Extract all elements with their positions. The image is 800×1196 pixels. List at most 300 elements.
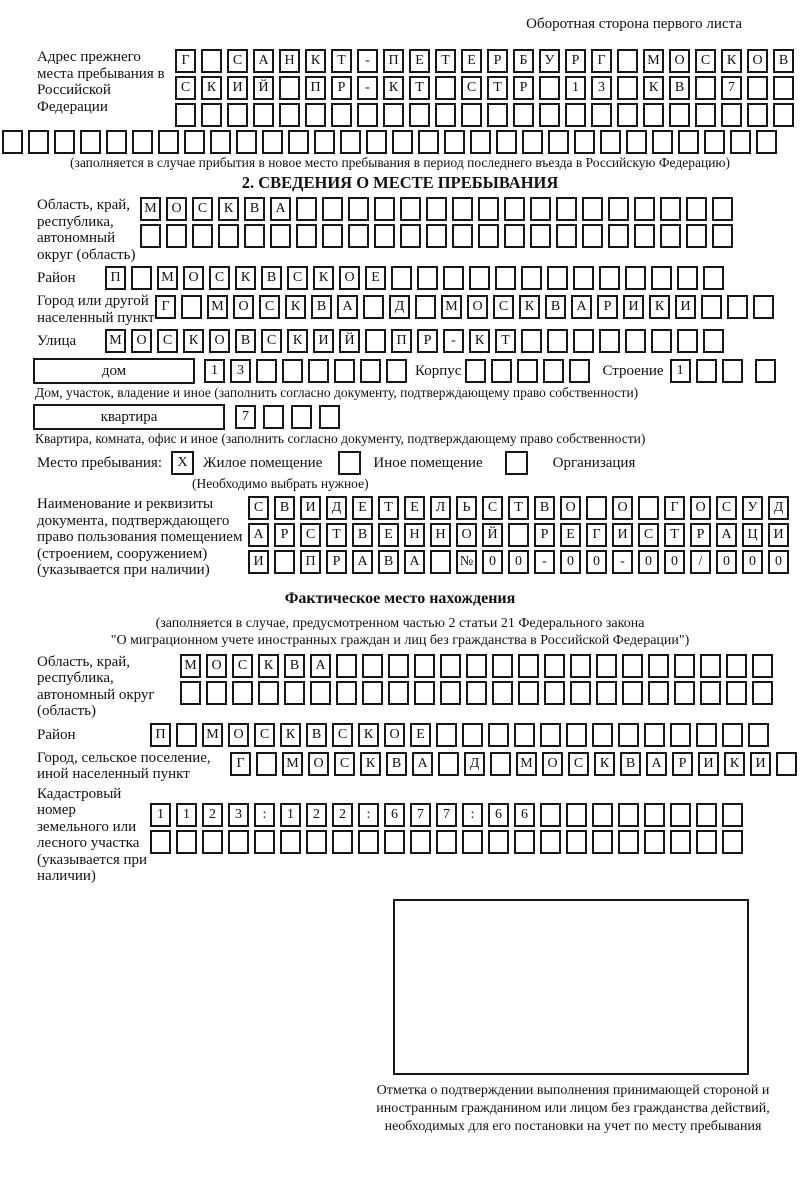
char-cell [504, 197, 525, 221]
char-cell [202, 830, 223, 854]
region-row-1 [140, 197, 733, 221]
char-cell: 0 [508, 550, 529, 574]
char-cell [176, 723, 197, 747]
char-cell: 2 [306, 803, 327, 827]
char-cell: К [305, 49, 326, 73]
char-cell [599, 329, 620, 353]
char-cell: Т [508, 496, 529, 520]
char-cell: Т [331, 49, 352, 73]
char-cell [573, 329, 594, 353]
char-cell [262, 130, 283, 154]
char-cell [492, 681, 513, 705]
char-cell [648, 654, 669, 678]
prev-address-row-3 [175, 103, 794, 127]
actual-location-caption-1: (заполняется в случае, предусмотренном частью 2 статьи 21 Федерального закона [155, 615, 645, 631]
char-cell [444, 130, 465, 154]
char-cell [539, 76, 560, 100]
char-cell: С [209, 266, 230, 290]
char-cell [540, 723, 561, 747]
char-cell: С [482, 496, 503, 520]
char-cell [256, 359, 277, 383]
char-cell: Н [430, 523, 451, 547]
char-cell [296, 224, 317, 248]
char-cell [566, 830, 587, 854]
char-cell: О [467, 295, 488, 319]
char-cell: С [493, 295, 514, 319]
char-cell: 0 [560, 550, 581, 574]
char-cell [651, 329, 672, 353]
char-cell [530, 197, 551, 221]
char-cell [296, 197, 317, 221]
char-cell [592, 723, 613, 747]
char-cell [565, 103, 586, 127]
char-cell: Е [409, 49, 430, 73]
char-cell: О [209, 329, 230, 353]
char-cell [488, 830, 509, 854]
char-cell [435, 103, 456, 127]
char-cell: П [305, 76, 326, 100]
char-cell: С [334, 752, 355, 776]
stay-type-checkbox-other [338, 451, 361, 475]
char-cell [696, 723, 717, 747]
char-cell [426, 224, 447, 248]
char-cell: 1 [150, 803, 171, 827]
char-cell: 0 [664, 550, 685, 574]
char-cell: 1 [280, 803, 301, 827]
char-cell: : [254, 803, 275, 827]
char-cell [625, 329, 646, 353]
char-cell [443, 266, 464, 290]
char-cell [314, 130, 335, 154]
char-cell: Р [597, 295, 618, 319]
char-cell: Т [435, 49, 456, 73]
char-cell [747, 103, 768, 127]
char-cell [608, 224, 629, 248]
char-cell [600, 130, 621, 154]
char-cell: В [545, 295, 566, 319]
char-cell [288, 130, 309, 154]
char-cell: Т [326, 523, 347, 547]
char-cell [462, 723, 483, 747]
char-cell [176, 830, 197, 854]
actual-location-caption-2: "О миграционном учете иностранных граждан и лиц без гражданства в Российской Федерации") [110, 632, 690, 648]
char-cell [54, 130, 75, 154]
char-cell [617, 76, 638, 100]
char-cell: 0 [716, 550, 737, 574]
char-cell: Д [768, 496, 789, 520]
char-cell [166, 224, 187, 248]
char-cell [322, 224, 343, 248]
char-cell: Й [339, 329, 360, 353]
document-block [37, 496, 800, 579]
char-cell [670, 723, 691, 747]
flat-cells [235, 405, 340, 429]
char-cell: В [244, 197, 265, 221]
char-cell: Е [352, 496, 373, 520]
char-cell [599, 266, 620, 290]
char-cell: Ц [742, 523, 763, 547]
char-cell: О [384, 723, 405, 747]
char-cell [388, 681, 409, 705]
char-cell [517, 359, 538, 383]
char-cell: О [166, 197, 187, 221]
char-cell [660, 224, 681, 248]
char-cell [140, 224, 161, 248]
house-box: дом [33, 358, 195, 384]
char-cell [488, 723, 509, 747]
section-2-header: 2. СВЕДЕНИЯ О МЕСТЕ ПРЕБЫВАНИЯ [241, 173, 559, 192]
char-cell [756, 130, 777, 154]
char-cell: Г [591, 49, 612, 73]
actual-region-label: Область, край, республика, автономный округ (область) [37, 653, 155, 719]
char-cell: И [750, 752, 771, 776]
district-label: Район [37, 270, 76, 286]
char-cell: С [248, 496, 269, 520]
char-cell: О [206, 654, 227, 678]
char-cell [357, 103, 378, 127]
char-cell [435, 76, 456, 100]
char-cell: К [313, 266, 334, 290]
char-cell: В [311, 295, 332, 319]
char-cell [582, 224, 603, 248]
char-cell [491, 359, 512, 383]
char-cell [530, 224, 551, 248]
char-cell [227, 103, 248, 127]
char-cell: С [192, 197, 213, 221]
char-cell [591, 103, 612, 127]
char-cell [348, 197, 369, 221]
char-cell [440, 654, 461, 678]
city-label: Город или другой населенный пункт [37, 293, 155, 326]
char-cell: М [105, 329, 126, 353]
char-cell [540, 803, 561, 827]
char-cell [544, 681, 565, 705]
char-cell [414, 654, 435, 678]
char-cell: Ь [456, 496, 477, 520]
char-cell [158, 130, 179, 154]
char-cell [274, 550, 295, 574]
char-cell: Г [586, 523, 607, 547]
char-cell [469, 266, 490, 290]
char-cell: И [675, 295, 696, 319]
char-cell: М [202, 723, 223, 747]
char-cell: - [443, 329, 464, 353]
char-cell: - [534, 550, 555, 574]
document-row-2 [248, 523, 789, 547]
stay-type-option-organization: Организация [552, 455, 636, 471]
char-cell [618, 803, 639, 827]
char-cell: 0 [638, 550, 659, 574]
actual-city-label: Город, сельское поселение, иной населенный пункт [37, 749, 211, 782]
char-cell: О [690, 496, 711, 520]
char-cell [391, 266, 412, 290]
cadastre-block [37, 786, 800, 885]
char-cell: Е [410, 723, 431, 747]
char-cell: И [300, 496, 321, 520]
char-cell: М [516, 752, 537, 776]
char-cell [28, 130, 49, 154]
char-cell: К [201, 76, 222, 100]
flat-caption: Квартира, комната, офис и иное (заполнить согласно документу, подтверждающему право собственности) [35, 431, 646, 446]
char-cell: Р [331, 76, 352, 100]
stay-type-checkbox-organization [505, 451, 528, 475]
char-cell [358, 830, 379, 854]
char-cell: О [131, 329, 152, 353]
flat-line [33, 404, 800, 430]
char-cell: С [287, 266, 308, 290]
char-cell: Д [389, 295, 410, 319]
char-cell: У [742, 496, 763, 520]
char-cell [340, 130, 361, 154]
char-cell: В [534, 496, 555, 520]
char-cell [280, 830, 301, 854]
char-cell [430, 550, 451, 574]
char-cell [618, 830, 639, 854]
char-cell [686, 197, 707, 221]
char-cell: Р [274, 523, 295, 547]
form-back-page [0, 16, 800, 1196]
char-cell [388, 654, 409, 678]
char-cell: И [612, 523, 633, 547]
char-cell: С [695, 49, 716, 73]
char-cell: И [248, 550, 269, 574]
char-cell [282, 359, 303, 383]
char-cell [175, 103, 196, 127]
char-cell [106, 130, 127, 154]
char-cell [518, 654, 539, 678]
char-cell [206, 681, 227, 705]
char-cell: А [716, 523, 737, 547]
char-cell [596, 681, 617, 705]
page-side-note: Оборотная сторона первого листа [526, 16, 742, 32]
char-cell [308, 359, 329, 383]
stay-type-label: Место пребывания: [37, 455, 162, 471]
char-cell [727, 295, 748, 319]
char-cell: М [207, 295, 228, 319]
char-cell: С [716, 496, 737, 520]
char-cell [674, 654, 695, 678]
cadastre-row-1 [150, 803, 743, 827]
char-cell [677, 329, 698, 353]
char-cell [695, 103, 716, 127]
char-cell: С [175, 76, 196, 100]
street-label: Улица [37, 333, 77, 349]
char-cell: Й [482, 523, 503, 547]
char-cell [508, 523, 529, 547]
char-cell [436, 830, 457, 854]
char-cell [644, 723, 665, 747]
char-cell [712, 197, 733, 221]
char-cell: Т [409, 76, 430, 100]
char-cell [400, 197, 421, 221]
char-cell [670, 830, 691, 854]
char-cell [131, 266, 152, 290]
char-cell [322, 197, 343, 221]
stay-type-option-other: Иное помещение [373, 455, 483, 471]
char-cell [334, 359, 355, 383]
district-block [37, 266, 800, 290]
char-cell [701, 295, 722, 319]
char-cell [582, 197, 603, 221]
char-cell [747, 76, 768, 100]
char-cell [634, 197, 655, 221]
char-cell: А [253, 49, 274, 73]
char-cell: В [773, 49, 794, 73]
char-cell: К [643, 76, 664, 100]
char-cell [2, 130, 23, 154]
char-cell: О [308, 752, 329, 776]
char-cell: Р [513, 76, 534, 100]
char-cell [566, 723, 587, 747]
char-cell: Й [253, 76, 274, 100]
char-cell: Д [326, 496, 347, 520]
char-cell: Т [487, 76, 508, 100]
char-cell: Е [404, 496, 425, 520]
char-cell: Е [378, 523, 399, 547]
char-cell: Е [560, 523, 581, 547]
char-cell: П [383, 49, 404, 73]
char-cell [410, 830, 431, 854]
city-row [155, 295, 774, 319]
char-cell [566, 803, 587, 827]
char-cell [132, 130, 153, 154]
char-cell [291, 405, 312, 429]
char-cell: 7 [436, 803, 457, 827]
char-cell [332, 830, 353, 854]
prev-address-caption: (заполняется в случае прибытия в новое место пребывания в период последнего въезда в Российскую Федерацию) [69, 155, 731, 170]
char-cell [270, 224, 291, 248]
char-cell: А [352, 550, 373, 574]
char-cell: М [180, 654, 201, 678]
char-cell [218, 224, 239, 248]
char-cell: 1 [670, 359, 691, 383]
char-cell [726, 681, 747, 705]
char-cell [753, 295, 774, 319]
actual-district-label: Район [37, 726, 76, 743]
actual-district-row [150, 723, 769, 747]
actual-location-title: Фактическое место нахождения [284, 589, 516, 607]
char-cell [592, 803, 613, 827]
char-cell [496, 130, 517, 154]
char-cell: 2 [332, 803, 353, 827]
char-cell [180, 681, 201, 705]
char-cell [548, 130, 569, 154]
char-cell: О [747, 49, 768, 73]
char-cell: К [287, 329, 308, 353]
char-cell [461, 103, 482, 127]
char-cell [622, 654, 643, 678]
char-cell [462, 830, 483, 854]
char-cell: : [358, 803, 379, 827]
char-cell: К [258, 654, 279, 678]
char-cell [648, 681, 669, 705]
char-cell: У [539, 49, 560, 73]
char-cell: С [461, 76, 482, 100]
char-cell: С [332, 723, 353, 747]
char-cell: К [383, 76, 404, 100]
char-cell [696, 830, 717, 854]
char-cell [722, 803, 743, 827]
char-cell [556, 224, 577, 248]
stay-type-option-residential: Жилое помещение [203, 455, 323, 471]
char-cell [730, 130, 751, 154]
char-cell [670, 803, 691, 827]
stay-type-checkbox-residential [171, 451, 194, 475]
char-cell [660, 197, 681, 221]
char-cell: В [284, 654, 305, 678]
street-row [105, 329, 724, 353]
char-cell: О [669, 49, 690, 73]
char-cell: 1 [176, 803, 197, 827]
char-cell [518, 681, 539, 705]
char-cell [592, 830, 613, 854]
char-cell [417, 266, 438, 290]
char-cell [409, 103, 430, 127]
char-cell: П [105, 266, 126, 290]
char-cell: Н [404, 523, 425, 547]
char-cell [644, 830, 665, 854]
street-block [37, 329, 800, 353]
char-cell [414, 681, 435, 705]
char-cell: И [227, 76, 248, 100]
char-cell [748, 723, 769, 747]
char-cell [418, 130, 439, 154]
char-cell: Б [513, 49, 534, 73]
char-cell: В [235, 329, 256, 353]
char-cell [674, 681, 695, 705]
char-cell [644, 803, 665, 827]
document-label: Наименование и реквизиты документа, подтверждающего право пользования помещением (строением, сооружением) (указывается при наличии) [37, 496, 243, 578]
char-cell: К [183, 329, 204, 353]
char-cell: Л [430, 496, 451, 520]
char-cell [384, 830, 405, 854]
char-cell [617, 49, 638, 73]
char-cell: В [306, 723, 327, 747]
document-row-3 [248, 550, 789, 574]
char-cell: 7 [410, 803, 431, 827]
char-cell: И [698, 752, 719, 776]
char-cell [773, 103, 794, 127]
char-cell: 6 [488, 803, 509, 827]
char-cell [622, 681, 643, 705]
char-cell [521, 266, 542, 290]
char-cell [478, 224, 499, 248]
char-cell [651, 266, 672, 290]
confirmation-note: Отметка о подтверждении выполнения принимающей стороной и иностранным гражданином или лицом без гражданства действий, необходимых для его постановки на учет по месту пребывания [376, 1082, 770, 1134]
char-cell [634, 224, 655, 248]
char-cell: К [594, 752, 615, 776]
char-cell: Е [365, 266, 386, 290]
char-cell [776, 752, 797, 776]
char-cell: Р [690, 523, 711, 547]
char-cell [306, 830, 327, 854]
char-cell [232, 681, 253, 705]
actual-city-row [230, 752, 797, 776]
char-cell: А [270, 197, 291, 221]
korpus-label: Корпус [415, 363, 462, 379]
char-cell [696, 359, 717, 383]
cadastre-row-2 [150, 830, 743, 854]
char-cell [539, 103, 560, 127]
char-cell [504, 224, 525, 248]
char-cell [284, 681, 305, 705]
district-row [105, 266, 724, 290]
char-cell: 0 [768, 550, 789, 574]
char-cell: Н [279, 49, 300, 73]
char-cell: : [462, 803, 483, 827]
char-cell [703, 266, 724, 290]
actual-city-block [37, 750, 800, 783]
